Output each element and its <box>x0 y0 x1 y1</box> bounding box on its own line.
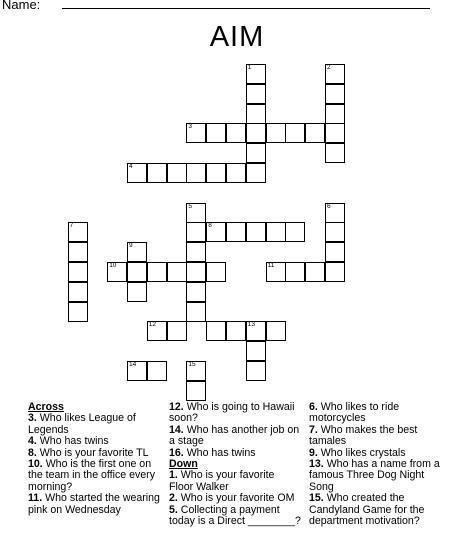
grid-cell[interactable] <box>246 321 266 341</box>
grid-cell[interactable] <box>325 123 345 143</box>
grid-cell[interactable] <box>127 163 147 183</box>
grid-cell[interactable] <box>285 123 305 143</box>
grid-cell[interactable] <box>325 262 345 282</box>
clue-item <box>169 470 301 493</box>
grid-cell[interactable] <box>68 262 88 282</box>
clue-item <box>309 402 449 425</box>
across-clues-list <box>28 413 160 516</box>
clue-item-number: 1. <box>169 469 178 482</box>
grid-cell[interactable] <box>186 163 206 183</box>
grid-cell[interactable] <box>266 123 286 143</box>
grid-cell[interactable] <box>127 282 147 302</box>
grid-cell[interactable] <box>127 242 147 262</box>
clue-item <box>169 402 301 425</box>
grid-cell[interactable] <box>305 123 325 143</box>
grid-cell[interactable] <box>186 381 206 401</box>
clue-item-text: Who likes League of Legends <box>28 412 136 436</box>
grid-cell[interactable] <box>266 262 286 282</box>
grid-cell[interactable] <box>186 302 206 322</box>
grid-cell[interactable] <box>266 222 286 242</box>
grid-cell[interactable] <box>246 143 266 163</box>
grid-cell[interactable] <box>206 321 226 341</box>
grid-cell[interactable] <box>226 163 246 183</box>
grid-cell[interactable] <box>246 163 266 183</box>
clue-item <box>309 459 449 493</box>
clues-column-1 <box>28 402 160 516</box>
grid-cell[interactable] <box>68 242 88 262</box>
clue-item-text: Who likes crystals <box>320 446 406 459</box>
grid-cell[interactable] <box>246 361 266 381</box>
clue-number: 6 <box>327 202 331 210</box>
grid-cell[interactable] <box>167 321 187 341</box>
grid-cell[interactable] <box>226 222 246 242</box>
grid-cell[interactable] <box>127 361 147 381</box>
grid-cell[interactable] <box>186 222 206 242</box>
grid-cell[interactable] <box>167 262 187 282</box>
grid-cell[interactable] <box>68 302 88 322</box>
down-clues-list-continued <box>309 402 449 527</box>
grid-cell[interactable] <box>246 104 266 124</box>
clue-number: 7 <box>69 222 74 230</box>
clue-item-number: 13. <box>309 458 324 471</box>
grid-cell[interactable] <box>68 282 88 302</box>
grid-cell[interactable] <box>305 262 325 282</box>
puzzle-title: AIM <box>209 21 265 53</box>
grid-cell[interactable] <box>127 262 147 282</box>
grid-cell[interactable] <box>186 262 206 282</box>
clue-item-text: Who is your favorite Floor Walker <box>169 469 275 493</box>
clue-item-text: Who is the first one on the team in the office every morning? <box>28 458 156 493</box>
grid-cell[interactable] <box>246 123 266 143</box>
clue-item-number: 16. <box>169 446 184 459</box>
clue-item-text: Who likes to ride motorcycles <box>309 401 400 425</box>
clue-item-number: 9. <box>309 446 318 459</box>
grid-cell[interactable] <box>325 104 345 124</box>
grid-cell[interactable] <box>226 321 246 341</box>
clue-item-number: 10. <box>28 458 43 471</box>
clue-number: 5 <box>188 202 193 210</box>
down-clues-list <box>169 470 301 527</box>
clue-item-text: Who has twins <box>39 435 109 448</box>
grid-cell[interactable] <box>285 222 305 242</box>
clue-number: 12 <box>148 321 157 329</box>
clue-item <box>28 413 160 436</box>
grid-cell[interactable] <box>226 123 246 143</box>
clue-item-text: Who created the Candyland Game for the department motivation? <box>309 492 425 528</box>
grid-cell[interactable] <box>285 262 305 282</box>
clues-column-3 <box>309 402 449 527</box>
grid-cell[interactable] <box>246 84 266 104</box>
grid-cell[interactable] <box>206 163 226 183</box>
grid-cell[interactable] <box>246 341 266 361</box>
clue-number: 10 <box>109 262 117 269</box>
grid-cell[interactable] <box>186 361 206 381</box>
clue-item-number: 8. <box>28 446 37 459</box>
clue-item-text: Who is going to Hawaii soon? <box>169 401 295 425</box>
clue-item-text: Who started the wearing pink on Wednesday <box>28 492 160 516</box>
clue-item-text: Who has a name from a famous Three Dog Night Song <box>309 458 440 493</box>
grid-cell[interactable] <box>325 143 345 163</box>
clue-item-number: 14. <box>169 423 184 436</box>
name-label: Name: <box>2 0 41 12</box>
grid-cell[interactable] <box>325 222 345 242</box>
grid-cell[interactable] <box>325 64 345 84</box>
clue-number: 1 <box>247 64 252 71</box>
grid-cell[interactable] <box>325 84 345 104</box>
grid-cell[interactable] <box>325 203 345 223</box>
grid-cell[interactable] <box>246 64 266 84</box>
grid-cell[interactable] <box>167 163 187 183</box>
grid-cell[interactable] <box>206 222 226 242</box>
clue-item-number: 7. <box>309 423 318 436</box>
clue-number: 2 <box>327 64 331 71</box>
clue-item-number: 15. <box>309 492 324 505</box>
clue-item-number: 4. <box>28 435 37 448</box>
clue-item-number: 5. <box>169 503 178 516</box>
clue-item-text: Who makes the best tamales <box>309 423 418 448</box>
clue-item-number: 11. <box>28 492 43 505</box>
grid-cell[interactable] <box>147 163 167 183</box>
clue-item <box>309 425 449 448</box>
grid-cell[interactable] <box>186 123 206 143</box>
clue-number: 15 <box>188 361 196 368</box>
clue-item <box>169 505 301 528</box>
clue-number: 3 <box>188 123 193 131</box>
clue-item-text: Who is your favorite TL <box>39 446 149 459</box>
clue-item-text: Collecting a payment today is a Direct ________? <box>169 503 301 528</box>
clue-item-number: 2. <box>169 492 178 505</box>
clue-item-number: 3. <box>28 412 37 425</box>
clue-item <box>28 493 160 516</box>
clue-number: 8 <box>208 222 212 230</box>
clues-column-2 <box>169 402 301 527</box>
grid-cell[interactable] <box>147 361 167 381</box>
grid-cell[interactable] <box>68 222 88 242</box>
grid-cell[interactable] <box>147 262 167 282</box>
grid-cell[interactable] <box>246 222 266 242</box>
down-heading: Down <box>169 458 198 471</box>
clue-item <box>309 493 449 527</box>
clue-item <box>28 459 160 493</box>
grid-cell[interactable] <box>186 242 206 262</box>
grid-cell[interactable] <box>186 203 206 223</box>
clue-item <box>169 425 301 448</box>
grid-cell[interactable] <box>325 242 345 262</box>
clue-item-text: Who has another job on a stage <box>169 423 300 448</box>
grid-cell[interactable] <box>186 282 206 302</box>
grid-cell[interactable] <box>206 123 226 143</box>
clue-number: 13 <box>247 321 256 329</box>
clue-number: 4 <box>129 163 133 170</box>
grid-cell[interactable] <box>147 321 167 341</box>
grid-cell[interactable] <box>107 262 127 282</box>
clue-number: 11 <box>267 262 275 269</box>
clue-number: 9 <box>129 242 133 250</box>
clue-number: 14 <box>129 361 137 368</box>
clue-item-number: 12. <box>169 401 184 413</box>
clue-item-text: Who has twins <box>186 446 256 459</box>
grid-cell[interactable] <box>206 262 226 282</box>
grid-cell[interactable] <box>266 321 286 341</box>
name-line[interactable] <box>62 8 430 9</box>
clue-item-number: 6. <box>309 401 318 413</box>
across-heading: Across <box>28 401 64 413</box>
clue-item-text: Who is your favorite OM <box>180 492 295 505</box>
across-clues-list-continued <box>169 402 301 459</box>
